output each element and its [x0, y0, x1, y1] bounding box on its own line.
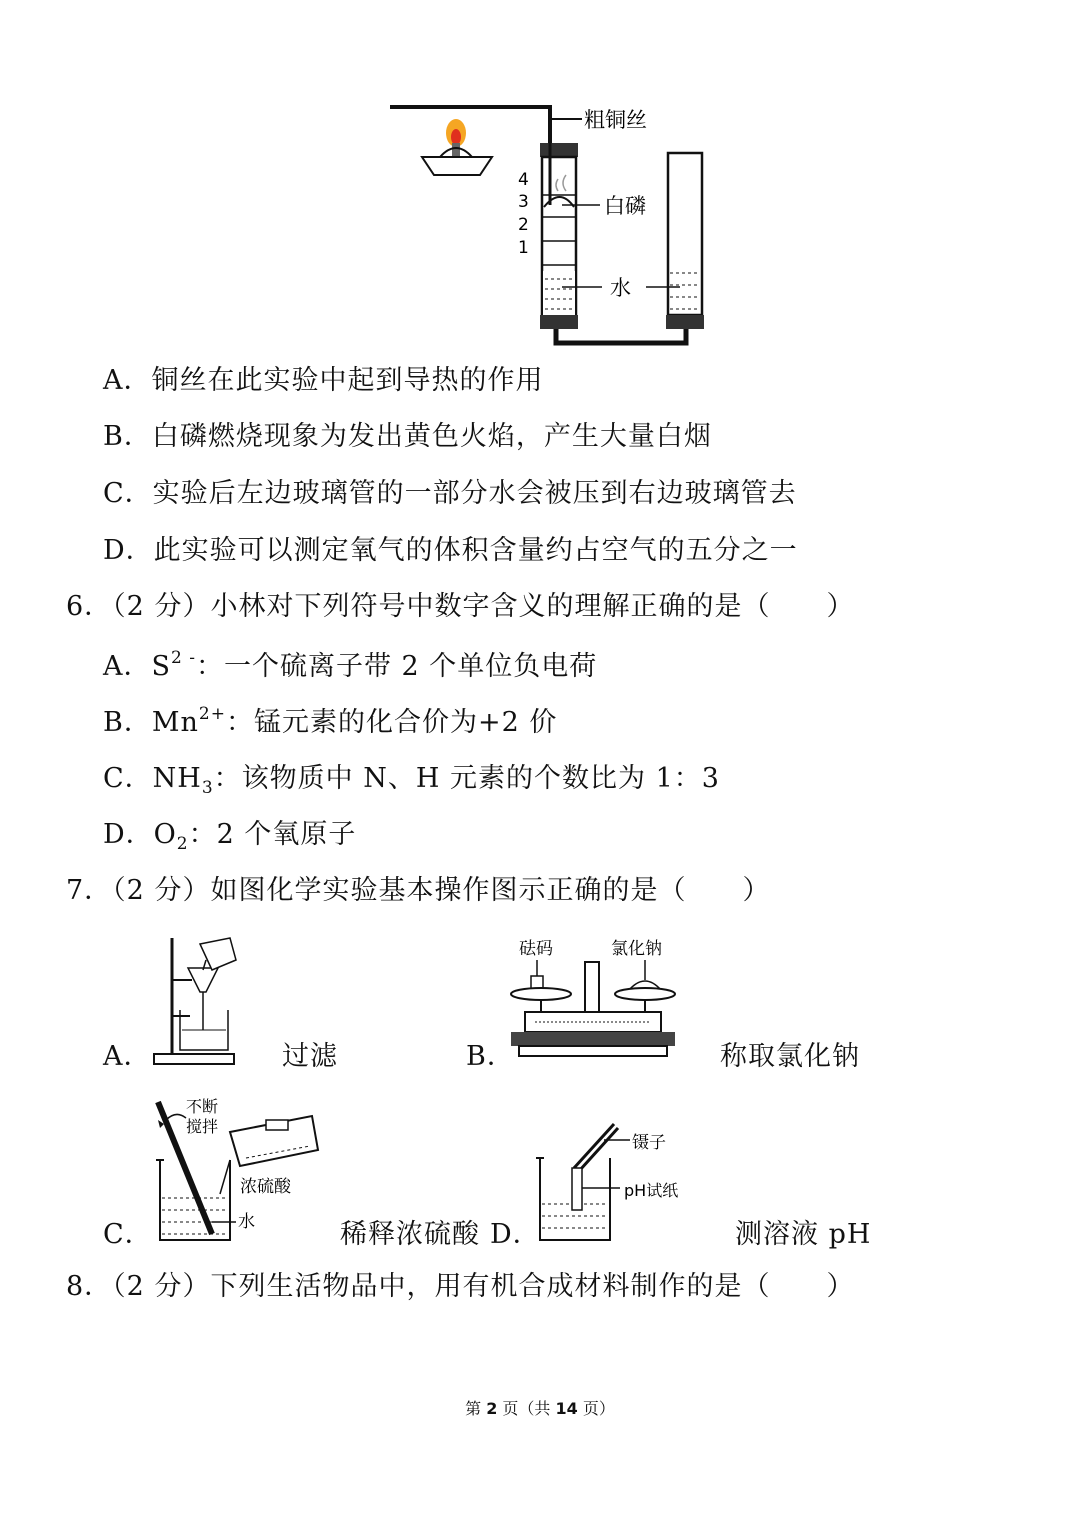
label-tweezers: 镊子	[632, 1133, 666, 1153]
label-weights: 砝码	[519, 939, 553, 959]
q6-stem: 6．（2 分）小林对下列符号中数字含义的理解正确的是（ ）	[66, 591, 855, 622]
q6-option-b: B．$Mn^{2+}$：锰元素的化合价为+2 价	[103, 704, 558, 738]
q5-option-d: D．此实验可以测定氧气的体积含量约占空气的五分之一	[103, 535, 798, 566]
scale-mark-4: 4	[518, 170, 529, 190]
q6-option-d: D．$O_2$：2 个氧原子	[103, 819, 357, 854]
label-stir-line2: 搅拌	[186, 1117, 219, 1136]
scale-mark-3: 3	[518, 192, 529, 212]
q6-option-a: A．$S^{2 -}$：一个硫离子带 2 个单位负电荷	[103, 648, 598, 682]
label-water: 水	[610, 276, 631, 300]
label-stir-line1: 不断	[186, 1097, 219, 1116]
q7-option-d-caption: 测溶液 pH	[735, 1219, 872, 1250]
page-footer: 第 2 页（共 14 页）	[465, 1399, 615, 1418]
alcohol-lamp-icon	[422, 119, 492, 175]
label-concentrated-acid: 浓硫酸	[240, 1177, 291, 1197]
ph-test-figure	[530, 1118, 700, 1246]
q7-option-c-letter: C．	[103, 1219, 153, 1250]
q6-option-c: C．$NH_3$：该物质中 N、H 元素的个数比为 1：3	[103, 763, 720, 798]
label-ph-paper: pH试纸	[624, 1181, 679, 1200]
label-water-c: 水	[238, 1212, 255, 1232]
label-white-phosphorus: 白磷	[604, 194, 646, 218]
q7-stem: 7．（2 分）如图化学实验基本操作图示正确的是（ ）	[66, 875, 771, 906]
label-sodium-chloride: 氯化钠	[611, 939, 662, 959]
scale-mark-1: 1	[518, 238, 529, 258]
q8-stem: 8．（2 分）下列生活物品中，用有机合成材料制作的是（ ）	[66, 1271, 855, 1302]
balance-figure	[505, 932, 685, 1072]
scale-mark-2: 2	[518, 215, 529, 235]
dilute-acid-figure	[150, 1094, 330, 1250]
q5-apparatus-figure	[380, 95, 720, 355]
q5-option-b: B．白磷燃烧现象为发出黄色火焰，产生大量白烟	[103, 421, 712, 452]
q7-option-a-caption: 过滤	[282, 1041, 338, 1072]
q5-option-c: C．实验后左边玻璃管的一部分水会被压到右边玻璃管去	[103, 478, 797, 509]
q7-option-b-caption: 称取氯化钠	[720, 1041, 860, 1072]
q5-option-a: A．铜丝在此实验中起到导热的作用	[103, 365, 544, 396]
filtration-figure	[150, 930, 250, 1070]
q7-option-b-letter: B．	[466, 1041, 515, 1072]
label-copper-wire: 粗铜丝	[584, 108, 647, 132]
q7-option-a-letter: A．	[103, 1041, 152, 1072]
q7-option-d-letter: D．	[490, 1219, 541, 1250]
q7-option-c-caption: 稀释浓硫酸	[340, 1219, 480, 1250]
